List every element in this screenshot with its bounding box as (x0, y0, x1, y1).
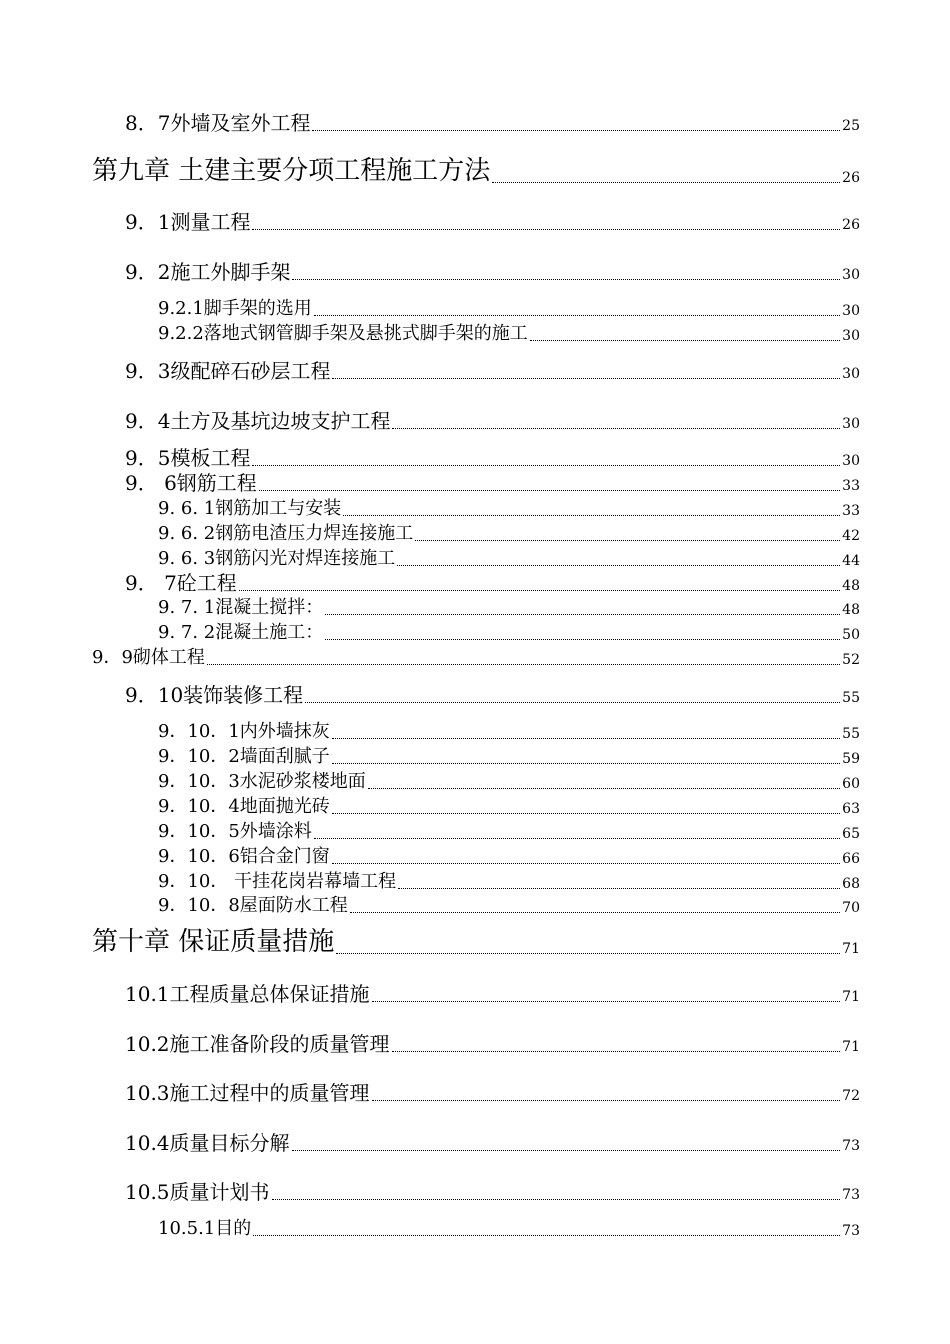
toc-entry-title: 9. 7. 1混凝土搅拌： (158, 597, 324, 619)
toc-entry-title: 9． 7砼工程 (125, 571, 237, 595)
toc-entry-title: 9．10．5外墙涂料 (158, 821, 312, 843)
toc-entry-title: 9. 6. 3钢筋闪光对焊连接施工 (158, 548, 396, 570)
toc-entry-title: 9．10．2墙面刮腻子 (158, 746, 330, 768)
toc-dot-leader (415, 540, 840, 541)
toc-entry-title: 9． 6钢筋工程 (125, 471, 257, 495)
toc-dot-leader (325, 614, 840, 615)
toc-page-number: 72 (842, 1088, 860, 1104)
toc-entry[interactable] (158, 323, 860, 344)
toc-entry-title: 10.5质量计划书 (125, 1180, 270, 1204)
toc-entry[interactable] (125, 471, 860, 494)
toc-page-number: 30 (842, 328, 860, 344)
toc-entry[interactable] (125, 409, 860, 432)
toc-entry[interactable] (158, 771, 860, 792)
toc-dot-leader (239, 590, 840, 591)
toc-page-number: 55 (842, 690, 860, 706)
toc-entry[interactable] (158, 821, 860, 842)
toc-page-number: 42 (842, 528, 860, 544)
toc-entry-title: 9．9砌体工程 (92, 647, 205, 669)
toc-dot-leader (350, 912, 840, 913)
toc-dot-leader (492, 182, 840, 183)
toc-dot-leader (332, 763, 840, 764)
toc-entry-title: 9.2.2落地式钢管脚手架及悬挑式脚手架的施工 (158, 323, 528, 345)
toc-dot-leader (397, 565, 840, 566)
toc-page-number: 73 (842, 1223, 860, 1239)
toc-dot-leader (325, 639, 840, 640)
toc-page-number: 71 (842, 1039, 860, 1055)
toc-entry-title: 第九章 土建主要分项工程施工方法 (92, 156, 491, 187)
toc-entry[interactable] (158, 498, 860, 519)
toc-entry[interactable] (158, 298, 860, 319)
toc-entry-title: 8．7外墙及室外工程 (125, 111, 311, 135)
toc-dot-leader (252, 229, 840, 230)
toc-dot-leader (207, 664, 840, 665)
toc-entry-title: 10.1工程质量总体保证措施 (125, 982, 370, 1006)
toc-entry-title: 9．10．6铝合金门窗 (158, 846, 330, 868)
toc-entry-title: 第十章 保证质量措施 (92, 927, 335, 958)
toc-entry[interactable] (92, 647, 860, 668)
toc-entry-title: 10.3施工过程中的质量管理 (125, 1081, 370, 1105)
toc-dot-leader (253, 1235, 840, 1236)
toc-dot-leader (368, 788, 840, 789)
toc-entry-title: 9. 7. 2混凝土施工： (158, 622, 324, 644)
toc-entry-title: 10.4质量目标分解 (125, 1131, 290, 1155)
toc-entry-title: 9．10． 干挂花岗岩幕墙工程 (158, 871, 397, 893)
toc-entry[interactable] (125, 1131, 860, 1154)
toc-page-number: 48 (842, 578, 860, 594)
toc-entry[interactable] (158, 796, 860, 817)
toc-page-number: 71 (842, 941, 860, 957)
toc-page-number: 25 (842, 118, 860, 134)
toc-entry[interactable] (125, 683, 860, 706)
toc-dot-leader (332, 813, 840, 814)
toc-page-number: 26 (842, 217, 860, 233)
toc-dot-leader (305, 702, 840, 703)
toc-page-number: 52 (842, 652, 860, 668)
toc-entry-title: 9. 6. 2钢筋电渣压力焊连接施工 (158, 523, 414, 545)
toc-dot-leader (314, 838, 840, 839)
toc-entry[interactable] (125, 1081, 860, 1104)
toc-page-number: 73 (842, 1138, 860, 1154)
toc-dot-leader (530, 340, 840, 341)
toc-page-number: 30 (842, 416, 860, 432)
toc-page-number: 73 (842, 1187, 860, 1203)
toc-dot-leader (398, 888, 840, 889)
toc-entry[interactable] (158, 622, 860, 643)
toc-entry-title: 9．10．1内外墙抹灰 (158, 721, 330, 743)
toc-entry[interactable] (125, 260, 860, 283)
toc-entry-title: 9．5模板工程 (125, 446, 251, 470)
toc-entry-title: 9．2施工外脚手架 (125, 260, 291, 284)
toc-entry[interactable] (158, 523, 860, 544)
toc-page-number: 33 (842, 478, 860, 494)
toc-page-number: 50 (842, 627, 860, 643)
toc-entry[interactable] (125, 359, 860, 382)
toc-page-number: 70 (842, 900, 860, 916)
toc-page-number: 63 (842, 801, 860, 817)
toc-entry-title: 9．3级配碎石砂层工程 (125, 359, 331, 383)
toc-entry[interactable] (158, 548, 860, 569)
toc-entry-title: 9．10．8屋面防水工程 (158, 895, 348, 917)
toc-dot-leader (259, 490, 840, 491)
toc-entry[interactable] (125, 210, 860, 233)
toc-entry[interactable] (125, 111, 860, 134)
toc-page-number: 30 (842, 366, 860, 382)
toc-entry-title: 9．1测量工程 (125, 210, 251, 234)
toc-page-number: 44 (842, 553, 860, 569)
toc-dot-leader (343, 515, 840, 516)
toc-entry[interactable] (158, 746, 860, 767)
toc-dot-leader (312, 130, 840, 131)
toc-page-number: 33 (842, 503, 860, 519)
toc-dot-leader (252, 465, 840, 466)
toc-page-number: 48 (842, 602, 860, 618)
toc-dot-leader (332, 863, 840, 864)
toc-entry[interactable] (158, 871, 860, 892)
toc-entry-title: 9．4土方及基坑边坡支护工程 (125, 409, 391, 433)
toc-dot-leader (372, 1001, 841, 1002)
toc-dot-leader (332, 378, 840, 379)
toc-dot-leader (272, 1199, 841, 1200)
toc-entry-title: 9．10．3水泥砂浆楼地面 (158, 771, 366, 793)
toc-dot-leader (336, 953, 840, 954)
toc-dot-leader (372, 1100, 841, 1101)
toc-page-number: 59 (842, 751, 860, 767)
toc-dot-leader (392, 1051, 841, 1052)
toc-page-number: 55 (842, 726, 860, 742)
toc-page-number: 30 (842, 303, 860, 319)
toc-page-number: 30 (842, 453, 860, 469)
toc-page-number: 30 (842, 267, 860, 283)
toc-entry-title: 10.5.1目的 (158, 1218, 252, 1240)
toc-entry[interactable] (158, 1218, 860, 1239)
toc-dot-leader (292, 279, 840, 280)
toc-entry-title: 9．10装饰装修工程 (125, 683, 304, 707)
toc-page-number: 60 (842, 776, 860, 792)
toc-entry-title: 9．10．4地面抛光砖 (158, 796, 330, 818)
toc-dot-leader (314, 315, 840, 316)
toc-dot-leader (292, 1150, 841, 1151)
toc-entry[interactable] (158, 721, 860, 742)
toc-dot-leader (332, 738, 840, 739)
toc-entry[interactable] (92, 927, 860, 957)
toc-dot-leader (392, 428, 840, 429)
toc-entry[interactable] (125, 1032, 860, 1055)
toc-entry[interactable] (158, 597, 860, 618)
toc-entry-title: 10.2施工准备阶段的质量管理 (125, 1032, 390, 1056)
toc-page-number: 65 (842, 826, 860, 842)
toc-entry[interactable] (125, 982, 860, 1005)
toc-entry[interactable] (125, 571, 860, 594)
toc-entry[interactable] (125, 1180, 860, 1203)
toc-page-number: 68 (842, 876, 860, 892)
toc-page-number: 66 (842, 851, 860, 867)
toc-entry[interactable] (158, 895, 860, 916)
toc-entry[interactable] (125, 446, 860, 469)
toc-entry[interactable] (92, 156, 860, 186)
toc-page-number: 71 (842, 989, 860, 1005)
toc-entry[interactable] (158, 846, 860, 867)
toc-entry-title: 9.2.1脚手架的选用 (158, 298, 312, 320)
toc-entry-title: 9. 6. 1钢筋加工与安装 (158, 498, 342, 520)
toc-page-number: 26 (842, 170, 860, 186)
